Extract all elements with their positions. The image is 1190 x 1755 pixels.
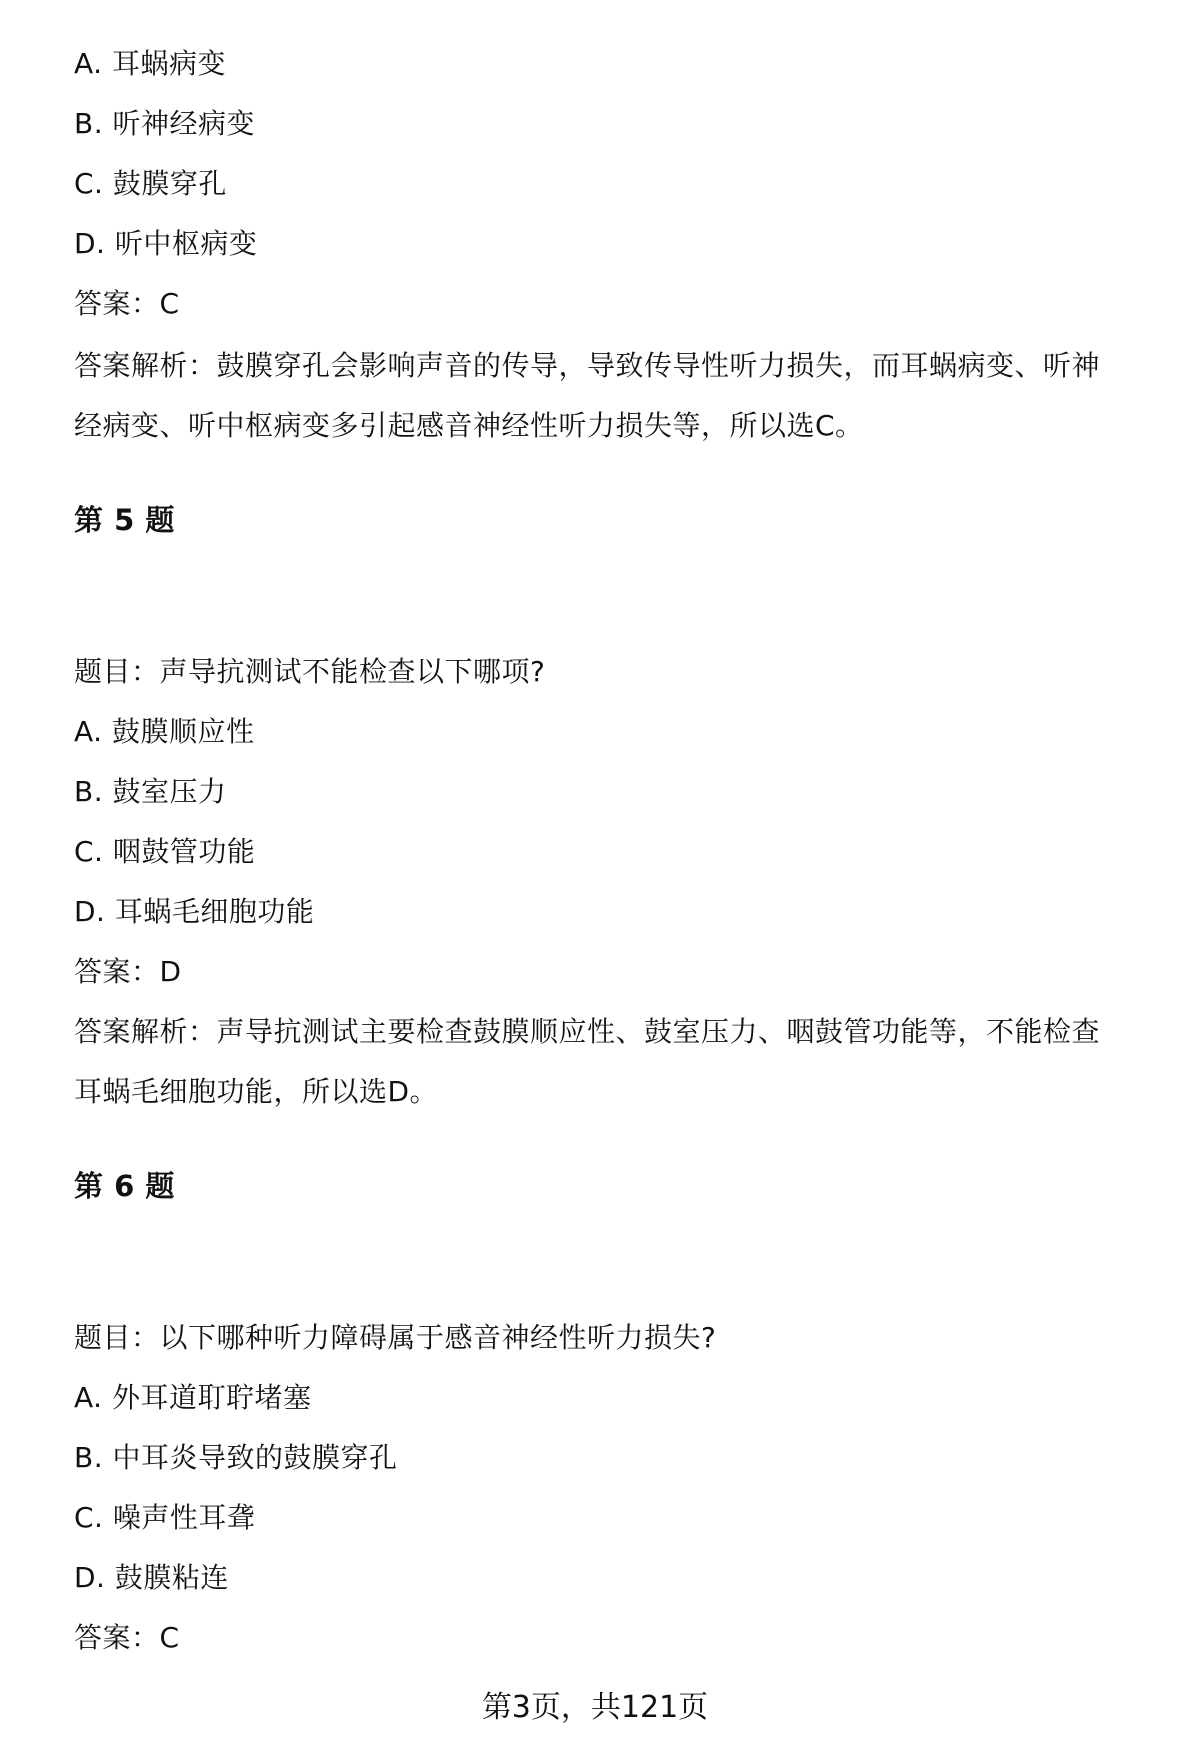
question-5-stem: 题目：声导抗测试不能检查以下哪项? [74,655,546,688]
analysis-line-2: 经病变、听中枢病变多引起感音神经性听力损失等，所以选C。 [74,409,864,442]
option-c: C. 鼓膜穿孔 [74,167,227,200]
question-6-answer: 答案：C [74,1621,180,1654]
question-6-heading: 第 6 题 [74,1169,175,1203]
option-a: A. 耳蜗病变 [74,47,226,80]
question-5-option-d: D. 耳蜗毛细胞功能 [74,895,315,928]
question-5-option-c: C. 咽鼓管功能 [74,835,256,868]
question-6-option-b: B. 中耳炎导致的鼓膜穿孔 [74,1441,398,1474]
answer-line: 答案：C [74,287,180,320]
question-5-heading: 第 5 题 [74,503,175,537]
question-6-option-a: A. 外耳道耵聍堵塞 [74,1381,312,1414]
question-6-option-d: D. 鼓膜粘连 [74,1561,229,1594]
question-5-analysis-line-1: 答案解析：声导抗测试主要检查鼓膜顺应性、鼓室压力、咽鼓管功能等，不能检查 [74,1015,1101,1048]
option-b: B. 听神经病变 [74,107,256,140]
question-5-option-a: A. 鼓膜顺应性 [74,715,255,748]
analysis-line-1: 答案解析：鼓膜穿孔会影响声音的传导，导致传导性听力损失，而耳蜗病变、听神 [74,349,1101,382]
question-5-option-b: B. 鼓室压力 [74,775,227,808]
page-number-footer: 第3页，共121页 [481,1690,709,1725]
question-5-analysis-line-2: 耳蜗毛细胞功能，所以选D。 [74,1075,439,1108]
question-6-stem: 题目：以下哪种听力障碍属于感音神经性听力损失? [74,1321,717,1354]
question-5-answer: 答案：D [74,955,182,988]
option-d: D. 听中枢病变 [74,227,258,260]
question-6-option-c: C. 噪声性耳聋 [74,1501,256,1534]
